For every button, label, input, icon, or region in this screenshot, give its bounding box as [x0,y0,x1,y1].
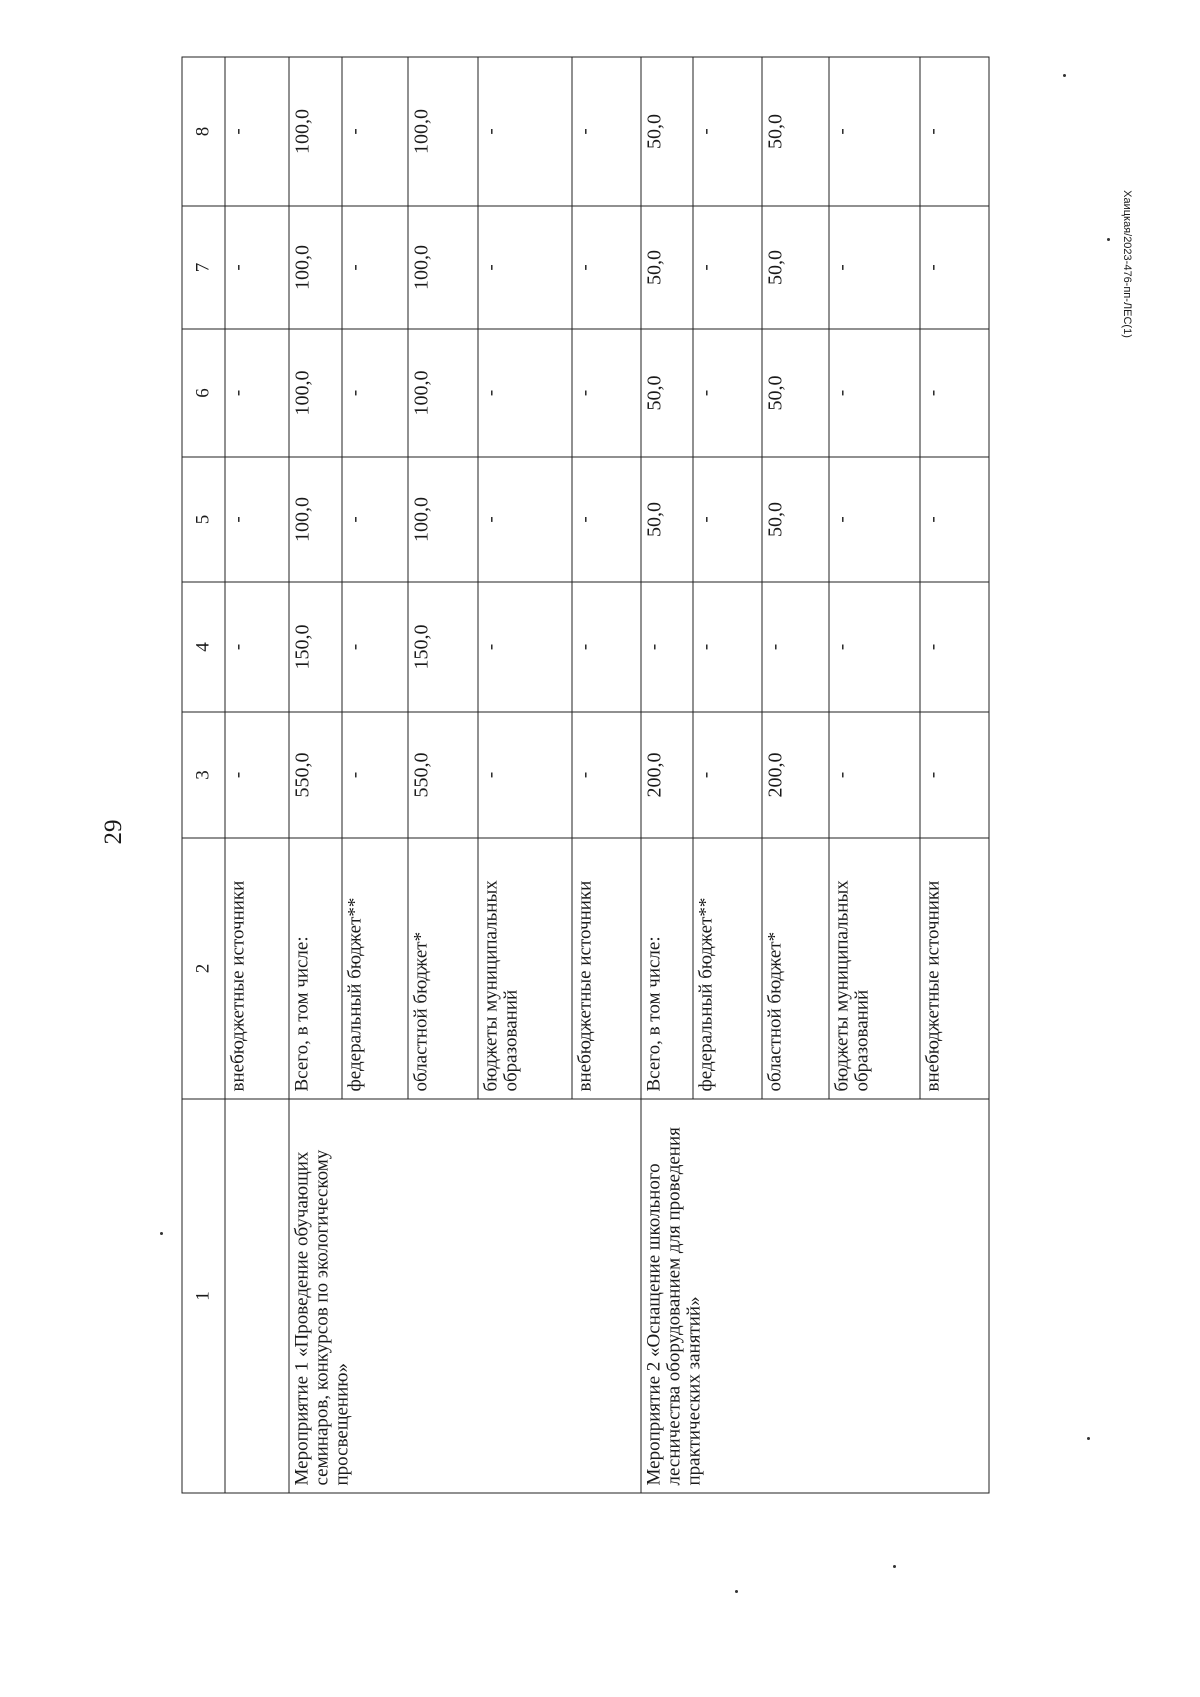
header-row [182,57,225,1493]
value-cell: - [478,329,572,457]
value-cell: 50,0 [762,329,829,457]
value-cell: - [342,582,408,712]
source-cell: областной бюджет* [408,838,478,1099]
value-cell: - [920,57,989,206]
value-cell: - [693,329,762,457]
value-cell: 100,0 [289,206,342,329]
value-cell: - [572,582,641,712]
source-cell: Всего, в том числе: [289,838,342,1099]
budget-table-rotated [181,57,968,1493]
value-cell: - [829,329,920,457]
value-cell: - [762,582,829,712]
value-cell: - [478,206,572,329]
value-cell: 200,0 [762,712,829,838]
source-cell: Всего, в том числе: [641,838,693,1099]
value-cell: - [693,712,762,838]
value-cell: 100,0 [408,329,478,457]
value-cell: - [693,57,762,206]
header-cell: 2 [182,838,225,1099]
value-cell: - [478,457,572,582]
value-cell: - [920,712,989,838]
header-cell: 7 [182,206,225,329]
table-row [289,57,342,1493]
value-cell: - [478,712,572,838]
value-cell: - [920,457,989,582]
header-cell: 5 [182,457,225,582]
value-cell: - [572,712,641,838]
value-cell: - [572,206,641,329]
value-cell: - [693,206,762,329]
value-cell: 150,0 [289,582,342,712]
value-cell: 100,0 [289,329,342,457]
value-cell: 100,0 [408,57,478,206]
value-cell: 50,0 [641,57,693,206]
value-cell: - [920,206,989,329]
value-cell: 50,0 [762,206,829,329]
scan-speck [1087,1437,1090,1440]
value-cell: - [225,57,289,206]
value-cell: 150,0 [408,582,478,712]
value-cell: - [693,457,762,582]
scan-speck [1063,74,1066,77]
value-cell: - [829,206,920,329]
source-cell: бюджеты муниципальных образований [829,838,920,1099]
scan-speck [735,1590,738,1593]
header-cell: 6 [182,329,225,457]
value-cell: - [572,329,641,457]
scan-speck [1107,238,1110,241]
value-cell: 50,0 [762,57,829,206]
value-cell: 50,0 [641,206,693,329]
value-cell: 100,0 [289,57,342,206]
value-cell: - [342,57,408,206]
value-cell: - [920,329,989,457]
source-cell: областной бюджет* [762,838,829,1099]
value-cell: - [478,57,572,206]
value-cell: - [829,57,920,206]
header-cell: 8 [182,57,225,206]
header-cell: 3 [182,712,225,838]
value-cell: - [342,206,408,329]
header-cell: 4 [182,582,225,712]
value-cell: 550,0 [408,712,478,838]
source-cell: федеральный бюджет** [342,838,408,1099]
source-cell: внебюджетные источники [572,838,641,1099]
value-cell: - [572,57,641,206]
value-cell: 100,0 [408,206,478,329]
source-cell: бюджеты муниципальных образований [478,838,572,1099]
scan-speck [893,1565,896,1568]
value-cell: - [225,206,289,329]
value-cell: - [225,712,289,838]
value-cell: - [693,582,762,712]
value-cell: - [572,457,641,582]
source-cell: внебюджетные источники [225,838,289,1099]
value-cell: - [641,582,693,712]
source-cell: федеральный бюджет** [693,838,762,1099]
budget-table [181,56,989,1493]
value-cell: - [829,712,920,838]
activity-cell-event-2: Мероприятие 2 «Оснащение школьного лесничества оборудованием для проведения практических занятий» [641,1099,989,1493]
value-cell: - [342,457,408,582]
table-row [225,57,289,1493]
scan-speck [160,1232,163,1235]
value-cell: - [342,712,408,838]
value-cell: - [225,457,289,582]
value-cell: 550,0 [289,712,342,838]
value-cell: - [829,457,920,582]
activity-cell [225,1099,289,1493]
value-cell: - [225,582,289,712]
page-number: 29 [100,819,127,845]
value-cell: - [342,329,408,457]
value-cell: - [478,582,572,712]
value-cell: 50,0 [641,329,693,457]
value-cell: 50,0 [641,457,693,582]
value-cell: 200,0 [641,712,693,838]
header-cell: 1 [182,1099,225,1493]
table-row [641,57,693,1493]
value-cell: - [829,582,920,712]
value-cell: - [920,582,989,712]
document-code: Хаицкая/2023-476-пп-ЛЕС(1) [1121,190,1133,338]
value-cell: 100,0 [289,457,342,582]
activity-cell-event-1: Мероприятие 1 «Проведение обучающих семинаров, конкурсов по экологическому просвещению» [289,1099,641,1493]
value-cell: 100,0 [408,457,478,582]
value-cell: 50,0 [762,457,829,582]
value-cell: - [225,329,289,457]
source-cell: внебюджетные источники [920,838,989,1099]
